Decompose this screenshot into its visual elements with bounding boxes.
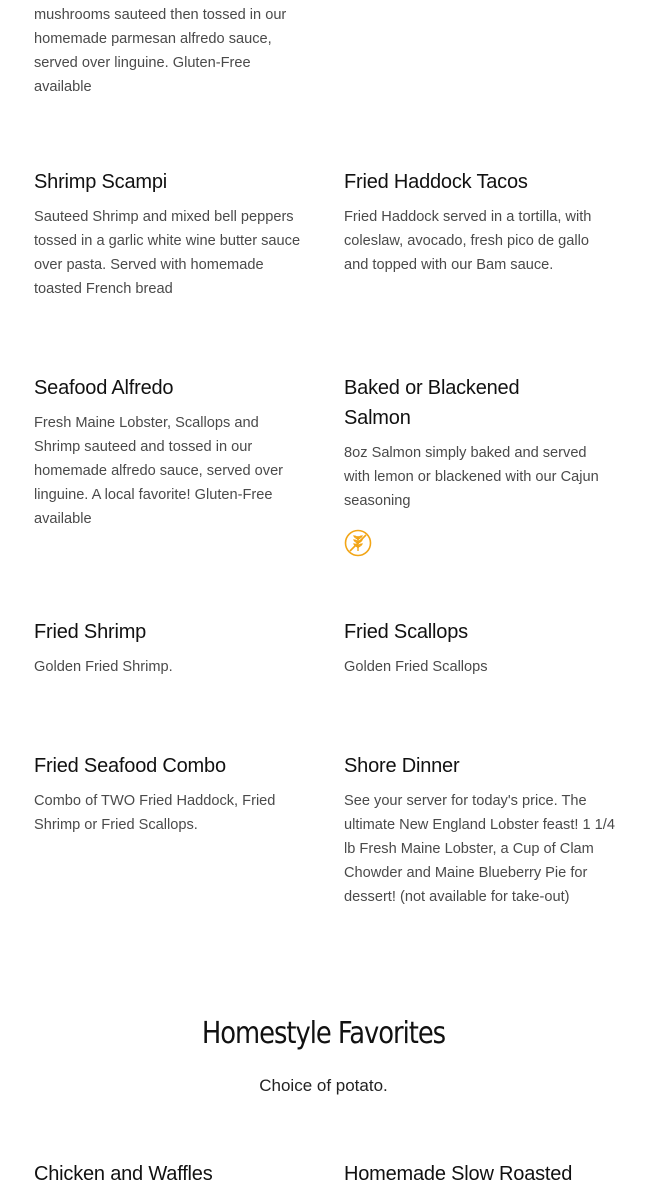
menu-item-fried-seafood-combo <box>34 751 296 837</box>
menu-item-description: Combo of TWO Fried Haddock, Fried Shrimp or Fried Scallops. <box>34 793 276 833</box>
menu-item-title: Fried Seafood Combo <box>34 755 226 777</box>
menu-item-chicken-and-waffles <box>34 1159 309 1187</box>
section-subtitle: Choice of potato. <box>259 1076 388 1095</box>
menu-item-title: Shrimp Scampi <box>34 171 167 193</box>
menu-item-shrimp-scampi <box>34 167 306 301</box>
menu-item-salmon <box>344 373 616 557</box>
menu-item-shore-dinner <box>344 751 616 909</box>
menu-item-description: 8oz Salmon simply baked and served with lemon or blackened with our Cajun seasoning <box>344 445 599 509</box>
menu-item-seafood-alfredo <box>34 373 296 531</box>
menu-item-fried-scallops <box>344 617 619 679</box>
menu-item-description: Golden Fried Scallops <box>344 659 488 675</box>
menu-item-description: See your server for today's price. The ultimate New England Lobster feast! 1 1/4 lb Fresh Maine Lobster, a Cup of Clam Chowder and Maine Blueberry Pie for dessert! (not available for take-out) <box>344 793 615 905</box>
menu-item-homemade-slow-roasted <box>344 1159 634 1187</box>
menu-item-description: Fried Haddock served in a tortilla, with coleslaw, avocado, fresh pico de gallo and topped with our Bam sauce. <box>344 209 592 273</box>
section-title: Homestyle Favorites <box>201 1016 446 1051</box>
menu-item-title: Fried Haddock Tacos <box>344 171 528 193</box>
menu-item-description: mushrooms sauteed then tossed in our homemade parmesan alfredo sauce, served over linguine. Gluten-Free available <box>34 7 287 95</box>
menu-item-title: Seafood Alfredo <box>34 377 174 399</box>
menu-item-title: Fried Scallops <box>344 621 468 643</box>
menu-item-title: Fried Shrimp <box>34 621 147 643</box>
menu-item-title: Shore Dinner <box>344 755 460 777</box>
menu-item-fried-haddock-tacos <box>344 167 610 277</box>
menu-item-partial-top <box>34 3 309 99</box>
menu-item-description: Sauteed Shrimp and mixed bell peppers tossed in a garlic white wine butter sauce over pasta. Served with homemade toasted French bread <box>34 209 301 297</box>
menu-item-title: Chicken and Waffles <box>34 1163 213 1185</box>
menu-item-title: Baked or Blackened Salmon <box>344 377 520 429</box>
menu-item-fried-shrimp <box>34 617 309 679</box>
gluten-free-icon <box>344 529 372 557</box>
menu-item-description: Golden Fried Shrimp. <box>34 659 173 675</box>
menu-item-title: Homemade Slow Roasted <box>344 1163 573 1185</box>
menu-item-description: Fresh Maine Lobster, Scallops and Shrimp sauteed and tossed in our homemade alfredo sauce, served over linguine. A local favorite! Gluten-Free available <box>34 415 284 527</box>
